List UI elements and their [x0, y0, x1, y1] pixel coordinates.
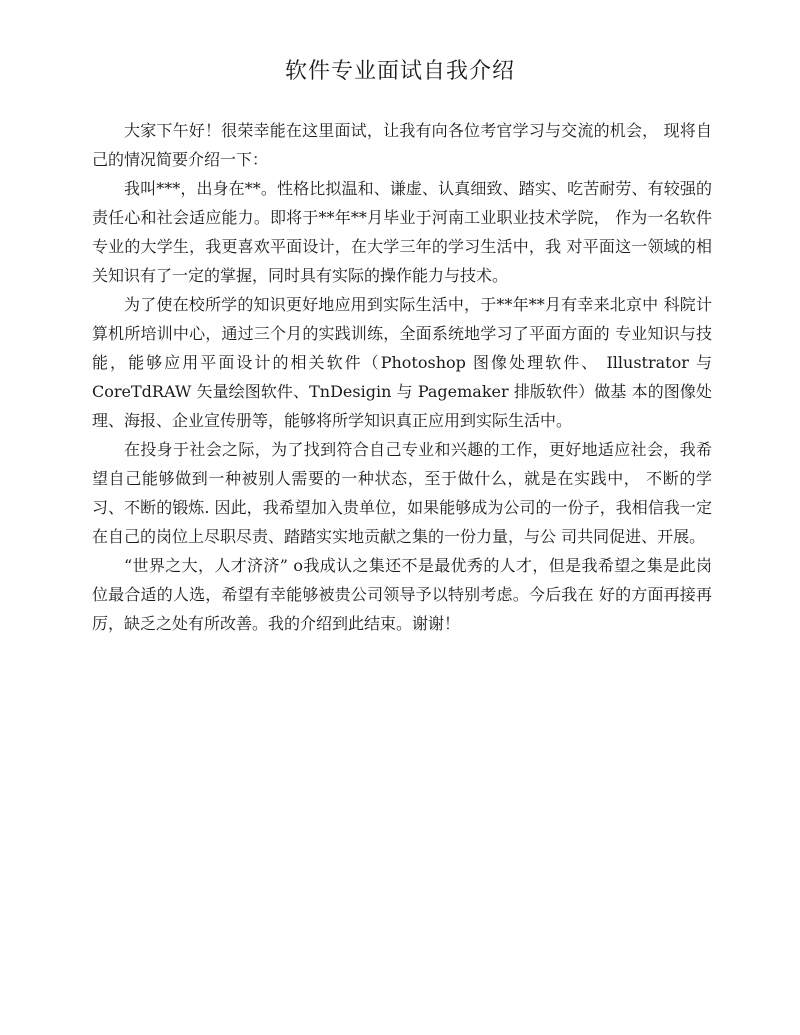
paragraph-closing: “世界之大，人才济济” o我成认之集还不是最优秀的人才，但是我希望之集是此岗位最合适的人选，希望有幸能够被贵公司领导予以特别考虑。今后我在 好的方面再接再厉，缺乏之处有所改善。我的介绍到此结束。谢谢！: [92, 556, 712, 633]
paragraph-training-experience: 为了使在校所学的知识更好地应用到实际生活中，于**年**月有幸来北京中 科院计算机所培训中心，通过三个月的实践训练，全面系统地学习了平面方面的 专业知识与技能，能够应用平面设计的相关软件（Photoshop 图像处理软件、 Illustrator 与 CoreTdRAW 矢量绘图软件、TnDesigin 与 Pagemaker 排版软件）做基 本的图像处理、海报、企业宣传册等，能够将所学知识真正应用到实际生活中。: [92, 295, 712, 430]
paragraph-career-goal: 在投身于社会之际，为了找到符合自己专业和兴趣的工作，更好地适应社会，我希望自己能够做到一种被别人需要的一种状态，至于做什么，就是在实践中， 不断的学习、不断的锻炼. 因此，我希望加入贵单位，如果能够成为公司的一份子，我相信我一定在自己的岗位上尽职尽责、踏踏实实地贡献之集的一份力量，与公 司共同促进、开展。: [92, 440, 712, 546]
paragraph-personal-background: 我叫***，出身在**。性格比拟温和、谦虚、认真细致、踏实、吃苦耐劳、有较强的责任心和社会适应能力。即将于**年**月毕业于河南工业职业技术学院， 作为一名软件专业的大学生，我更喜欢平面设计，在大学三年的学习生活中，我 对平面这一领域的相关知识有了一定的掌握，同时具有实际的操作能力与技术。: [92, 179, 712, 285]
document-body: [92, 116, 712, 638]
paragraph-greeting: 大家下午好！很荣幸能在这里面试，让我有向各位考官学习与交流的机会， 现将自己的情况简要介绍一下：: [92, 121, 712, 169]
document-title: 软件专业面试自我介绍: [284, 59, 515, 84]
